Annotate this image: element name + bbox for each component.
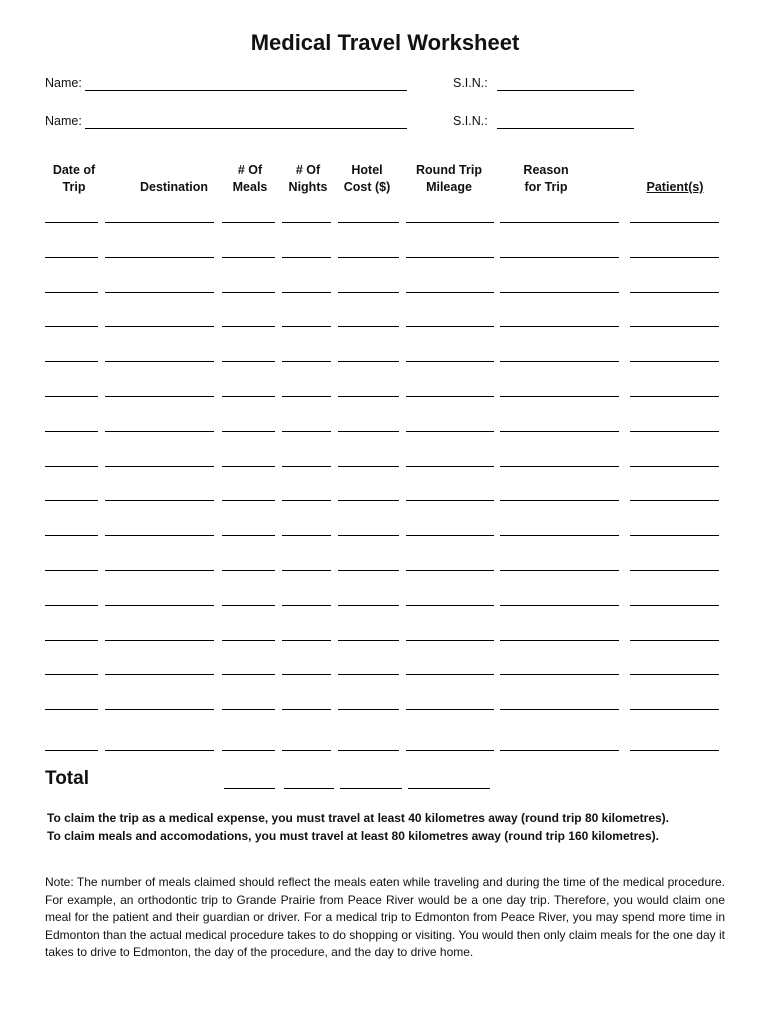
cell-reason[interactable]	[500, 396, 619, 397]
cell-date[interactable]	[45, 431, 98, 432]
name-field[interactable]	[85, 128, 407, 129]
cell-patients[interactable]	[630, 326, 719, 327]
total-meals-field[interactable]	[224, 788, 275, 789]
cell-destination[interactable]	[105, 750, 214, 751]
name-row-1	[45, 76, 645, 96]
cell-date[interactable]	[45, 640, 98, 641]
cell-nights[interactable]	[282, 605, 331, 606]
column-header-nights: # Of Nights	[288, 163, 328, 194]
cell-meals[interactable]	[222, 396, 275, 397]
cell-meals[interactable]	[222, 605, 275, 606]
cell-date[interactable]	[45, 750, 98, 751]
cell-hotel-cost[interactable]	[338, 326, 399, 327]
cell-mileage[interactable]	[406, 222, 494, 223]
cell-destination[interactable]	[105, 292, 214, 293]
cell-hotel-cost[interactable]	[338, 605, 399, 606]
cell-meals[interactable]	[222, 750, 275, 751]
cell-mileage[interactable]	[406, 535, 494, 536]
cell-destination[interactable]	[105, 431, 214, 432]
cell-date[interactable]	[45, 605, 98, 606]
column-header-meals: # Of Meals	[232, 163, 268, 194]
cell-patients[interactable]	[630, 466, 719, 467]
cell-reason[interactable]	[500, 605, 619, 606]
cell-hotel-cost[interactable]	[338, 640, 399, 641]
cell-destination[interactable]	[105, 570, 214, 571]
cell-destination[interactable]	[105, 396, 214, 397]
cell-patients[interactable]	[630, 605, 719, 606]
cell-reason[interactable]	[500, 361, 619, 362]
cell-date[interactable]	[45, 535, 98, 536]
cell-date[interactable]	[45, 222, 98, 223]
cell-mileage[interactable]	[406, 605, 494, 606]
cell-hotel-cost[interactable]	[338, 257, 399, 258]
cell-reason[interactable]	[500, 750, 619, 751]
cell-destination[interactable]	[105, 709, 214, 710]
cell-hotel-cost[interactable]	[338, 750, 399, 751]
cell-date[interactable]	[45, 500, 98, 501]
cell-nights[interactable]	[282, 222, 331, 223]
cell-hotel-cost[interactable]	[338, 222, 399, 223]
cell-destination[interactable]	[105, 222, 214, 223]
cell-patients[interactable]	[630, 396, 719, 397]
cell-nights[interactable]	[282, 396, 331, 397]
cell-mileage[interactable]	[406, 674, 494, 675]
cell-mileage[interactable]	[406, 431, 494, 432]
cell-date[interactable]	[45, 326, 98, 327]
cell-reason[interactable]	[500, 674, 619, 675]
cell-date[interactable]	[45, 292, 98, 293]
cell-nights[interactable]	[282, 466, 331, 467]
cell-hotel-cost[interactable]	[338, 674, 399, 675]
total-hotel-cost-field[interactable]	[340, 788, 402, 789]
cell-meals[interactable]	[222, 292, 275, 293]
cell-patients[interactable]	[630, 570, 719, 571]
cell-reason[interactable]	[500, 500, 619, 501]
cell-nights[interactable]	[282, 257, 331, 258]
cell-destination[interactable]	[105, 535, 214, 536]
column-header-destination: Destination	[139, 180, 209, 194]
cell-reason[interactable]	[500, 257, 619, 258]
cell-hotel-cost[interactable]	[338, 466, 399, 467]
cell-nights[interactable]	[282, 326, 331, 327]
cell-date[interactable]	[45, 466, 98, 467]
cell-patients[interactable]	[630, 640, 719, 641]
column-header-mileage: Round Trip Mileage	[416, 163, 482, 194]
cell-hotel-cost[interactable]	[338, 570, 399, 571]
cell-destination[interactable]	[105, 674, 214, 675]
cell-patients[interactable]	[630, 361, 719, 362]
sin-label: S.I.N.:	[453, 114, 488, 128]
cell-hotel-cost[interactable]	[338, 292, 399, 293]
rule-text-trip: To claim the trip as a medical expense, you must travel at least 40 kilometres away (round trip 80 kilometres).	[47, 811, 670, 825]
cell-meals[interactable]	[222, 535, 275, 536]
cell-hotel-cost[interactable]	[338, 535, 399, 536]
cell-reason[interactable]	[500, 709, 619, 710]
cell-destination[interactable]	[105, 500, 214, 501]
cell-mileage[interactable]	[406, 466, 494, 467]
cell-reason[interactable]	[500, 222, 619, 223]
cell-patients[interactable]	[630, 222, 719, 223]
column-header-patients: Patient(s)	[646, 180, 704, 194]
cell-date[interactable]	[45, 709, 98, 710]
cell-nights[interactable]	[282, 709, 331, 710]
cell-meals[interactable]	[222, 361, 275, 362]
cell-meals[interactable]	[222, 640, 275, 641]
cell-reason[interactable]	[500, 570, 619, 571]
cell-hotel-cost[interactable]	[338, 709, 399, 710]
cell-mileage[interactable]	[406, 750, 494, 751]
name-row-2	[45, 114, 645, 134]
cell-reason[interactable]	[500, 292, 619, 293]
cell-destination[interactable]	[105, 257, 214, 258]
cell-mileage[interactable]	[406, 570, 494, 571]
cell-mileage[interactable]	[406, 709, 494, 710]
cell-meals[interactable]	[222, 674, 275, 675]
cell-mileage[interactable]	[406, 500, 494, 501]
cell-meals[interactable]	[222, 326, 275, 327]
cell-destination[interactable]	[105, 605, 214, 606]
column-header-reason: Reason for Trip	[523, 163, 569, 194]
cell-date[interactable]	[45, 570, 98, 571]
cell-patients[interactable]	[630, 674, 719, 675]
cell-nights[interactable]	[282, 500, 331, 501]
cell-nights[interactable]	[282, 361, 331, 362]
cell-meals[interactable]	[222, 257, 275, 258]
rule-text-meals: To claim meals and accomodations, you must travel at least 80 kilometres away (round trip 160 kilometres).	[47, 829, 659, 843]
column-header-hotel-cost: Hotel Cost ($)	[343, 163, 391, 194]
name-label: Name:	[45, 76, 82, 90]
cell-patients[interactable]	[630, 257, 719, 258]
column-header-date: Date of Trip	[52, 163, 96, 194]
cell-hotel-cost[interactable]	[338, 396, 399, 397]
cell-mileage[interactable]	[406, 326, 494, 327]
cell-patients[interactable]	[630, 709, 719, 710]
cell-patients[interactable]	[630, 292, 719, 293]
cell-nights[interactable]	[282, 750, 331, 751]
cell-nights[interactable]	[282, 570, 331, 571]
cell-meals[interactable]	[222, 431, 275, 432]
cell-nights[interactable]	[282, 535, 331, 536]
cell-meals[interactable]	[222, 500, 275, 501]
cell-reason[interactable]	[500, 640, 619, 641]
cell-date[interactable]	[45, 257, 98, 258]
cell-hotel-cost[interactable]	[338, 361, 399, 362]
sin-field[interactable]	[497, 128, 634, 129]
cell-reason[interactable]	[500, 326, 619, 327]
cell-nights[interactable]	[282, 640, 331, 641]
cell-meals[interactable]	[222, 466, 275, 467]
cell-mileage[interactable]	[406, 292, 494, 293]
cell-patients[interactable]	[630, 535, 719, 536]
page-title: Medical Travel Worksheet	[250, 30, 520, 55]
cell-mileage[interactable]	[406, 640, 494, 641]
cell-patients[interactable]	[630, 500, 719, 501]
cell-hotel-cost[interactable]	[338, 500, 399, 501]
cell-destination[interactable]	[105, 326, 214, 327]
cell-date[interactable]	[45, 361, 98, 362]
cell-patients[interactable]	[630, 750, 719, 751]
cell-nights[interactable]	[282, 431, 331, 432]
cell-destination[interactable]	[105, 466, 214, 467]
cell-patients[interactable]	[630, 431, 719, 432]
cell-reason[interactable]	[500, 466, 619, 467]
cell-destination[interactable]	[105, 640, 214, 641]
cell-meals[interactable]	[222, 570, 275, 571]
total-label: Total	[45, 768, 89, 789]
total-mileage-field[interactable]	[408, 788, 490, 789]
cell-date[interactable]	[45, 674, 98, 675]
cell-destination[interactable]	[105, 361, 214, 362]
sin-field[interactable]	[497, 90, 634, 91]
cell-meals[interactable]	[222, 222, 275, 223]
cell-hotel-cost[interactable]	[338, 431, 399, 432]
note-paragraph: Note: The number of meals claimed should reflect the meals eaten while traveling and during the time of the medical procedure. For example, an orthodontic trip to Grande Prairie from Peace River would be a one day trip. Therefore, you would claim one meal for the patient and their guardian or driver. For a medical trip to Edmonton from Peace River, you may spend more time in Edmonton than the actual medical procedure takes to do shopping or visiting. You would then only claim meals for the one day it takes to drive to Edmonton, the day of the procedure, and the day to drive home.	[45, 875, 725, 959]
cell-meals[interactable]	[222, 709, 275, 710]
cell-mileage[interactable]	[406, 361, 494, 362]
cell-mileage[interactable]	[406, 257, 494, 258]
cell-mileage[interactable]	[406, 396, 494, 397]
cell-reason[interactable]	[500, 535, 619, 536]
cell-reason[interactable]	[500, 431, 619, 432]
name-label: Name:	[45, 114, 82, 128]
total-nights-field[interactable]	[284, 788, 334, 789]
sin-label: S.I.N.:	[453, 76, 488, 90]
cell-date[interactable]	[45, 396, 98, 397]
cell-nights[interactable]	[282, 674, 331, 675]
name-field[interactable]	[85, 90, 407, 91]
cell-nights[interactable]	[282, 292, 331, 293]
